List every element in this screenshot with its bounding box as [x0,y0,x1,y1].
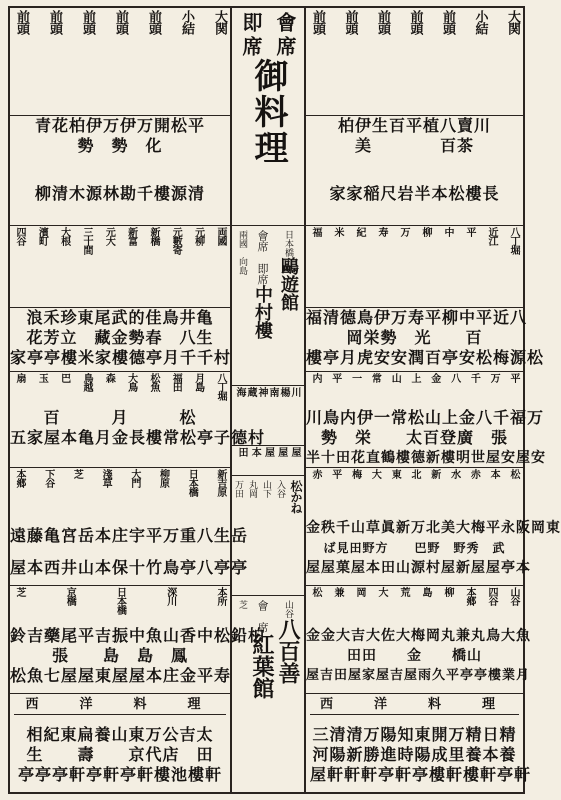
district-label: 中 [442,227,453,236]
name-row: 半十田花直鶴樓德新樓明世屋安屋安 [306,450,546,466]
rank-title: 大関 [505,10,520,34]
rank-title: 前頭 [440,10,455,34]
district-label: 両國 [214,227,226,245]
main-title: 御料理 [248,58,288,166]
right-strip-4 [306,586,531,694]
district-label: 松 [310,587,321,596]
name-label: 川 [289,387,300,396]
name-row: 家亭亭樓米家樓德亭月千千村 [10,348,232,367]
district-label: 一 [349,373,361,382]
right-strip-1 [306,226,523,308]
name-row: 柏伊生百平植八賣川 [337,116,491,135]
area-label: 山下 [261,480,271,498]
name-row: 川鳥内伊一常松山上金八千福万 [306,408,545,427]
rank-title: 前頭 [342,10,358,34]
left-strip-1 [10,226,230,308]
district-label: 四谷 [14,227,25,245]
district-label: 松 [507,469,519,478]
name-row: 百 月 松 [43,408,197,427]
area-label: 入谷 [275,480,285,498]
district-label: 梅 [349,469,361,478]
right-top-header [306,8,523,116]
name-row: 福清德鳥伊万寿平柳中平近八 [306,308,528,327]
right-strip-3 [306,468,561,586]
name-row: 花芳立 藏金勢春 八生 [26,328,214,347]
name-row: 屋吉田屋家屋吉屋雨久平亭亭樓業月 [306,668,531,683]
right-top-names [306,116,523,226]
featured-restaurant-3 [232,596,304,794]
name-row: 遠藤亀宮岳本庄宇平万重八生岳 [10,526,249,545]
left-western-section [10,694,230,794]
name-label: 屋 [275,447,287,456]
service-label: 會 席 [256,600,269,633]
restaurant-name: 紅葉館 [249,633,275,699]
name-row: 相紀東扁養山東万公吉太 [26,725,214,744]
district-label: 東 [389,469,401,478]
restaurant-name: 八百善 [275,618,301,684]
name-row: 金秩千山草眞新万北美大梅平永阪岡東 [306,520,561,536]
center-strip-2 [232,446,304,476]
district-label: 山谷 [508,587,519,605]
district-label: 近江 [486,227,497,245]
district-label: 大 [369,469,381,478]
name-row: 屋本西井山本保十竹鳥亭八亭亭 [10,558,249,577]
district-label: 赤 [468,469,480,478]
area-label: 丸岡 [247,480,257,498]
name-label: 南 [267,387,278,396]
district-label: 岡 [354,587,365,596]
rank-title: 小結 [179,10,194,34]
name-row: 五家屋本亀月金長樓常松亭子德村 [10,428,266,447]
district-label: 平 [464,227,475,236]
name-row: 屋屋菓屋本田山源村屋新屋屋亭本 [306,560,531,576]
district-label: 淺草 [100,469,112,487]
district-label: 千 [468,373,480,382]
restaurant-name: 中村樓 [252,285,273,339]
district-label: 赤 [310,469,321,478]
district-label: 森 [103,373,115,382]
district-label: 柳原 [157,469,169,487]
district-label: 万 [398,227,409,236]
right-names-2 [306,308,545,372]
center-strip [232,386,304,446]
rank-title: 前頭 [375,10,390,34]
left-top-header [10,8,230,116]
name-row: 鈴吉藥尾平吉振中魚山香中松鉛柏 [10,626,266,645]
title-char: 即 [239,12,263,32]
left-names-2 [10,308,230,372]
rank-title: 前頭 [407,10,423,34]
district-label: 万 [488,373,500,382]
name-row: 美 百茶 [354,136,474,155]
district-label: 大門 [128,469,140,487]
name-label: 屋 [262,447,274,456]
name-label: 屋 [289,447,300,456]
district-label: 八丁堀 [214,373,226,400]
district-label: 大根 [58,227,70,245]
district-label: 本所 [215,587,226,605]
featured-restaurant-1 [232,226,304,386]
right-western-section [306,694,532,794]
district-label: 内 [310,373,321,382]
district-label: 本 [488,469,500,478]
area-label: 山谷 [283,600,293,618]
district-label: 常 [369,373,381,382]
name-row: 張 島 島 鳳 [51,646,188,665]
name-row: 三清清万陽知東開万精日精 [312,725,517,744]
district-label: 日本橋 [186,469,198,496]
main-title-block [232,8,304,226]
district-label: 本郷 [14,469,25,487]
district-label: 深川 [164,587,176,605]
name-row: 松魚七屋屋東屋屋本庄金平寿 [10,666,232,685]
district-label: 松魚 [147,373,159,391]
name-row: 勢 勢 化 [77,136,163,155]
district-label: 水 [448,469,460,478]
district-label: 巴 [58,373,70,382]
name-label: 蔵 [245,387,256,396]
district-label: 島 [420,587,431,596]
district-label: 元柳 [192,227,204,245]
district-label: 上 [408,373,420,382]
district-label: 日本橋 [114,587,126,614]
district-label: 元數寄 [170,227,182,254]
district-label: 山 [389,373,401,382]
rank-title: 大関 [212,10,227,34]
name-row: 浪禾珍東尾武的佳鳥井亀 [26,308,214,327]
district-label: 新吉原 [214,469,226,496]
service-label: 會席 即席 [256,230,269,285]
district-label: 四谷 [486,587,497,605]
district-label: 平 [507,373,519,382]
name-row: 生 壽 京代店 田 [26,745,214,764]
district-label: 平 [329,469,341,478]
featured-restaurant-2 [232,476,304,596]
area-label: 日本橋 [283,230,293,257]
title-char: 席 [273,36,297,56]
district-label: 本郷 [464,587,475,605]
district-label: 月島 [192,373,204,391]
district-label: 紀 [354,227,365,236]
district-label: 寿 [376,227,387,236]
area-label: 芝 [237,600,247,609]
district-label: 柳 [442,587,453,596]
district-label: 柳 [420,227,431,236]
district-label: 米 [332,227,343,236]
district-label: 八丁堀 [508,227,519,254]
right-ranking-column [306,8,561,792]
left-strip-2 [10,372,266,468]
district-label: 北 [408,469,420,478]
area-label: 兩國 向島 [237,230,247,275]
name-row: 青花柏伊万伊万開松平 [34,116,205,135]
name-row: 家家稲尺岩半本松樓長 [329,184,500,203]
district-label: 芝 [71,469,83,478]
district-label: 大鳥 [125,373,137,391]
name-label: 楊 [278,387,289,396]
district-label: 濱町 [36,227,48,245]
name-label: 田 [236,447,247,456]
title-char: 席 [239,36,263,56]
name-label: 本 [249,447,261,456]
district-label: 元大 [103,227,115,245]
district-label: 八 [448,373,460,382]
right-strip-2 [306,372,546,468]
rank-title: 前頭 [47,10,62,34]
district-label: 平 [329,373,341,382]
district-label: 新富 [125,227,137,245]
name-label: 海 [234,387,245,396]
district-label: 三十間 [80,227,92,254]
district-label: 芝 [14,587,25,596]
rank-title: 小結 [472,10,488,34]
left-top-names [10,116,230,226]
rank-title: 前頭 [80,10,95,34]
section-title: 西 洋 料 理 [14,696,226,715]
district-label: 新 [428,469,440,478]
section-title: 西 洋 料 理 [310,696,519,715]
district-label: 荒 [398,587,409,596]
name-row: 河陽新勝進時陽成里養本養 [312,745,517,764]
district-label: 金 [428,373,440,382]
district-label: 新橋 [147,227,159,245]
name-row: 金金大吉大佐大梅岡丸兼丸鳥大魚 [306,628,531,644]
restaurant-name: 松かね [289,480,303,513]
center-title-column [232,8,306,792]
restaurant-name: 鷗遊館 [278,257,299,311]
rank-title: 前頭 [113,10,128,34]
name-row: 屋軒軒軒亭軒亭樓軒樓軒亭軒 [310,765,532,784]
name-row: ば見田野方 巴野 野秀 武 [323,541,506,555]
district-label: 下谷 [42,469,54,487]
district-label: 福田 [170,373,182,391]
name-row: 岡栄勢 光 百 [346,328,483,347]
rank-title: 前頭 [146,10,161,34]
district-label: 福 [310,227,321,236]
name-row: 勢 栄 太百登廣 張 [320,428,508,447]
district-label: 鳥越 [80,373,92,391]
rank-title: 前頭 [310,10,325,34]
district-label: 玉 [36,373,48,382]
name-row: 柳清木源林勘千樓源清 [34,184,205,203]
title-char: 會 [273,12,297,32]
name-row: 田田 金 橋山 [347,648,482,664]
district-label: 大 [376,587,387,596]
name-row: 樓亭月虎安安潤百亭安松梅源松 [306,348,545,367]
rank-title: 前頭 [14,10,29,34]
district-label: 兼 [332,587,343,596]
ranking-sheet [8,6,561,794]
name-label: 神 [256,387,267,396]
district-label: 京橋 [64,587,76,605]
area-label: 万田 [233,480,243,498]
name-row: 亭亭亭軒亭軒亭軒樓池樓軒 [17,765,222,784]
district-label: 扇 [14,373,25,382]
